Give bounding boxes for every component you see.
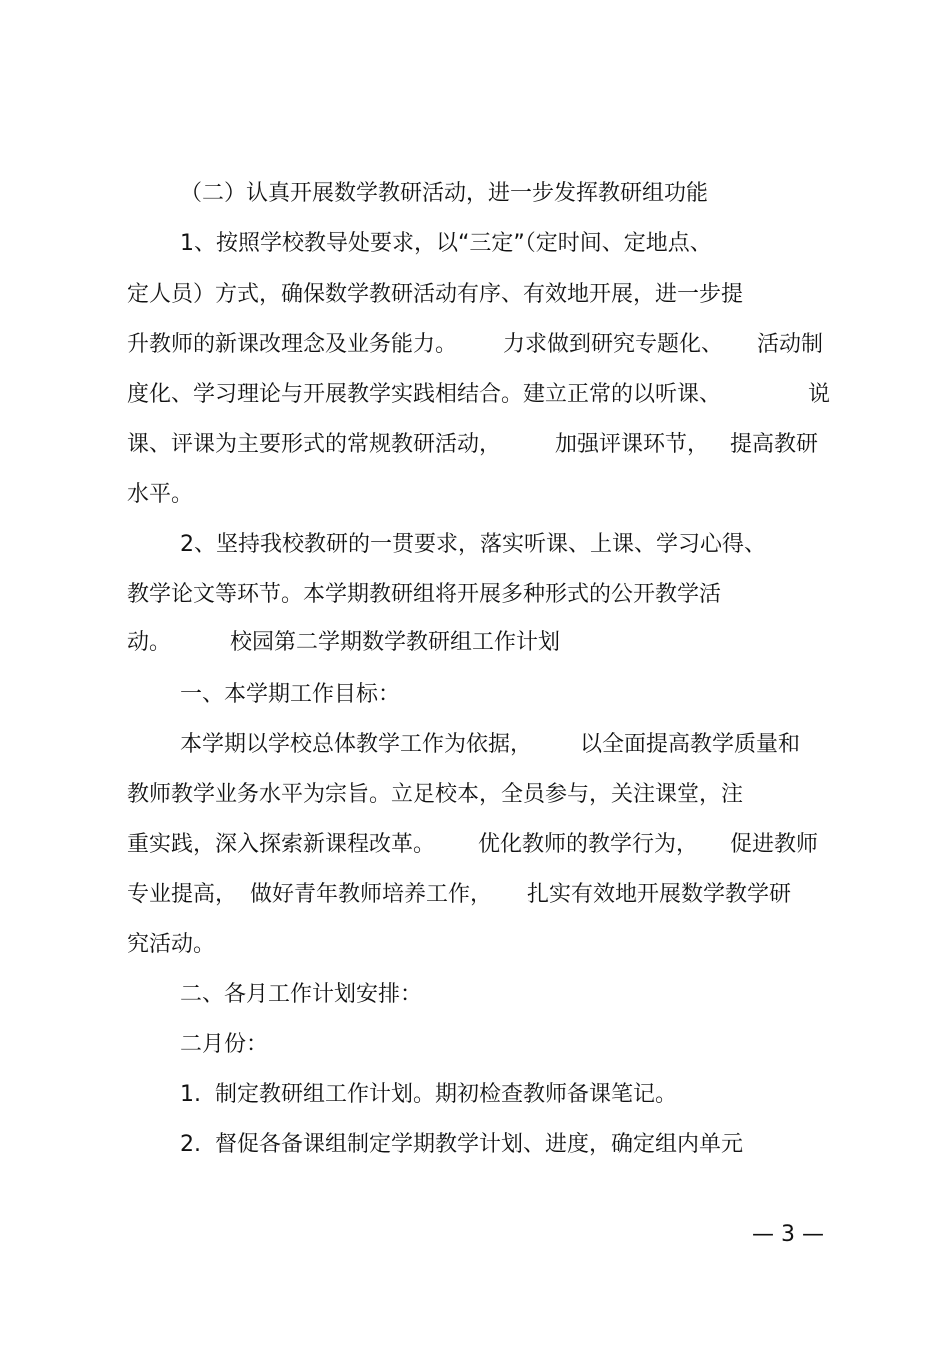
paragraph-line: 度化、学习理论与开展教学实践相结合。建立正常的以听课、 [127, 382, 722, 407]
month-heading: 二月份： [180, 1032, 269, 1057]
paragraph-line: 教师教学业务水平为宗旨。立足校本，全员参与，关注课堂，注 [127, 782, 744, 807]
paragraph-line: 课、评课为主要形式的常规教研活动， [127, 432, 502, 457]
paragraph-line: 定人员）方式，确保数学教研活动有序、有效地开展，进一步提 [127, 282, 744, 307]
paragraph-line: 做好青年教师培养工作， [250, 882, 493, 907]
paragraph-line: 力求做到研究专题化、 [503, 332, 724, 357]
paragraph-line: 水平。 [127, 482, 194, 507]
paragraph-line: 以全面提高教学质量和 [580, 732, 801, 757]
section-heading-1: 一、本学期工作目标： [180, 682, 401, 707]
paragraph-line: 优化教师的教学行为， [478, 832, 699, 857]
paragraph-line: 扎实有效地开展数学教学研 [527, 882, 792, 907]
paragraph-line: 活动制 [757, 332, 824, 357]
paragraph-line: 2、坚持我校教研的一贯要求，落实听课、上课、学习心得、 [180, 532, 766, 557]
paragraph-line: 动。 [127, 630, 172, 655]
document-title: 校园第二学期数学教研组工作计划 [230, 630, 561, 655]
paragraph-line: 重实践，深入探索新课程改革。 [127, 832, 436, 857]
paragraph-line: 提高教研 [730, 432, 819, 457]
paragraph-line: 促进教师 [730, 832, 819, 857]
paragraph-line: 究活动。 [127, 932, 216, 957]
paragraph-line: 专业提高， [127, 882, 238, 907]
paragraph-line: 加强评课环节， [555, 432, 710, 457]
section-heading-2-plan: 二、各月工作计划安排： [180, 982, 423, 1007]
paragraph-line: 本学期以学校总体教学工作为依据， [180, 732, 533, 757]
paragraph-line: 说 [808, 382, 831, 407]
list-item: 1. 制定教研组工作计划。期初检查教师备课笔记。 [180, 1082, 677, 1107]
page-number: — 3 — [752, 1222, 824, 1247]
section-heading-2: （二）认真开展数学教研活动，进一步发挥教研组功能 [180, 181, 709, 206]
list-item: 2. 督促各备课组制定学期教学计划、进度，确定组内单元 [180, 1132, 743, 1157]
paragraph-line: 升教师的新课改理念及业务能力。 [127, 332, 458, 357]
paragraph-line: 教学论文等环节。本学期教研组将开展多种形式的公开教学活 [127, 582, 722, 607]
paragraph-line: 1、按照学校教导处要求，以“三定”（定时间、定地点、 [180, 231, 712, 256]
